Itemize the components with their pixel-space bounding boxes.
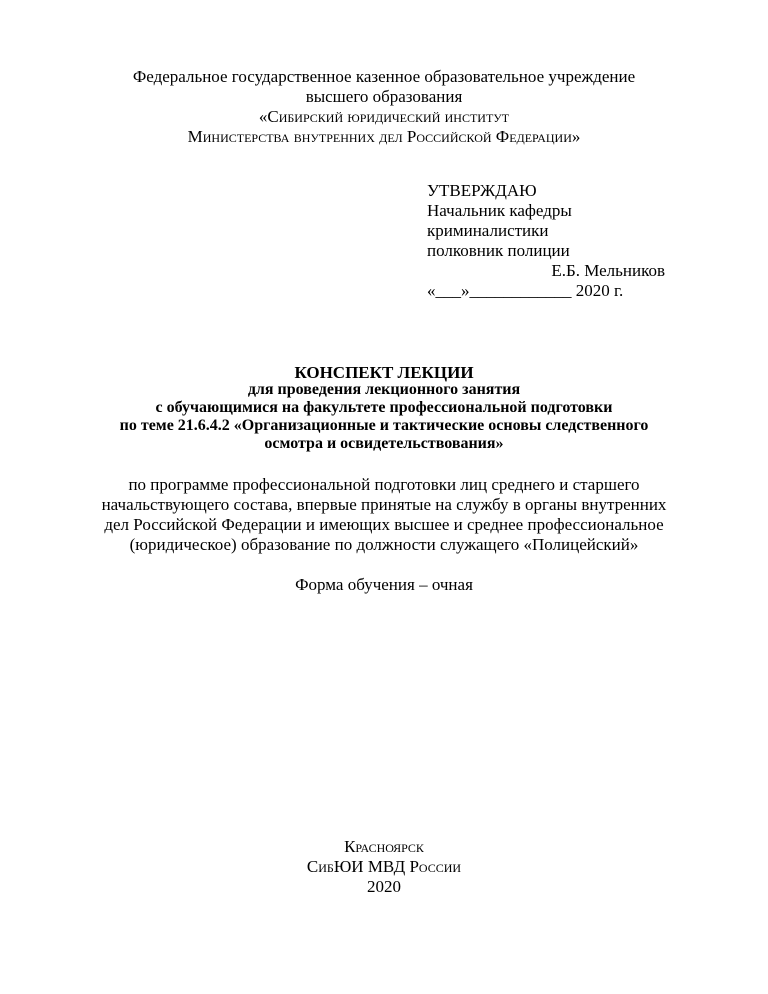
header-line-4: Министерства внутренних дел Российской Федерации» xyxy=(187,127,581,146)
footer-year: 2020 xyxy=(367,877,401,896)
approval-title: УТВЕРЖДАЮ xyxy=(427,181,537,200)
header-line-2: высшего образования xyxy=(305,87,463,106)
title-line-2: с обучающимися на факультете профессиональной подготовки xyxy=(155,399,613,416)
approval-date: «___»____________ 2020 г. xyxy=(427,281,624,300)
approval-position-2: криминалистики xyxy=(427,221,549,240)
footer-org: СибЮИ МВД России xyxy=(306,857,462,876)
approval-position-1: Начальник кафедры xyxy=(427,201,572,220)
title-line-1: для проведения лекционного занятия xyxy=(247,381,521,398)
title-line-4: осмотра и освидетельствования» xyxy=(264,435,504,452)
program-line-2: начальствующего состава, впервые принятые на службу в органы внутренних xyxy=(101,495,667,514)
document-title: КОНСПЕКТ ЛЕКЦИИ xyxy=(294,363,474,382)
program-line-4: (юридическое) образование по должности служащего «Полицейский» xyxy=(129,535,639,554)
program-line-1: по программе профессиональной подготовки лиц среднего и старшего xyxy=(128,475,640,494)
approval-rank: полковник полиции xyxy=(427,241,570,260)
approval-name: Е.Б. Мельников xyxy=(551,261,665,280)
header-line-3: «Сибирский юридический институт xyxy=(258,107,510,126)
title-line-3: по теме 21.6.4.2 «Организационные и тактические основы следственного xyxy=(119,417,649,434)
header-line-1: Федеральное государственное казенное образовательное учреждение xyxy=(132,67,636,86)
footer-city: Красноярск xyxy=(344,837,424,856)
study-form: Форма обучения – очная xyxy=(295,575,473,594)
program-line-3: дел Российской Федерации и имеющих высшее и среднее профессиональное xyxy=(104,515,664,534)
